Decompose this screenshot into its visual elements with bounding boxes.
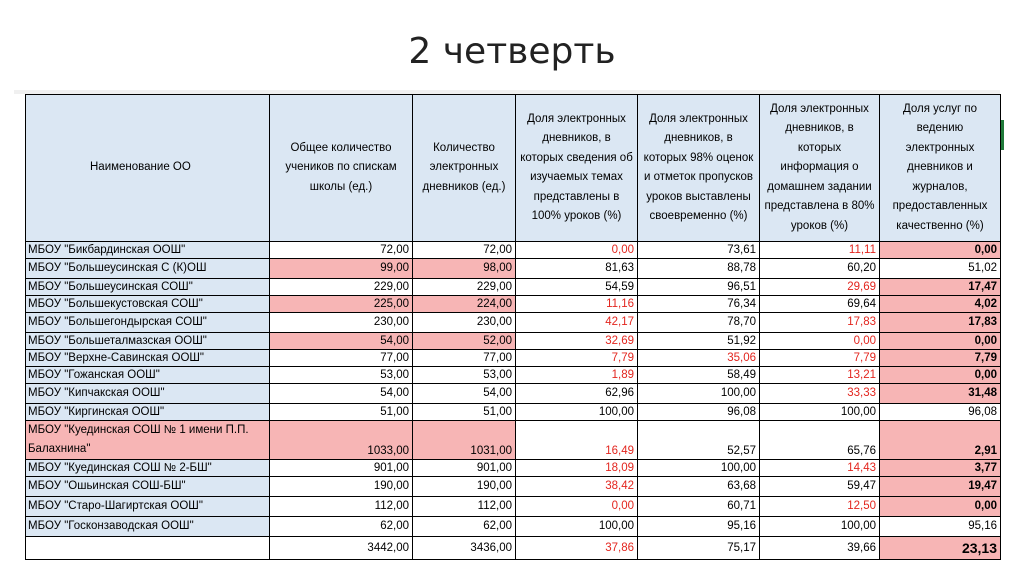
diaries-cell: 229,00 [413,279,516,296]
homework-cell: 12,50 [760,497,880,517]
table-row [26,259,1001,279]
quality-cell: 96,08 [880,404,1001,421]
total-quality-cell: 23,13 [880,537,1001,560]
quality-cell: 3,77 [880,460,1001,477]
students-cell: 229,00 [270,279,413,296]
header-diaries-count: Количество электронных дневников (ед.) [413,95,516,242]
students-cell: 53,00 [270,367,413,384]
slide-title: 2 четверть [408,31,616,72]
table-row [26,313,1001,333]
homework-cell: 14,43 [760,460,880,477]
homework-cell: 60,20 [760,259,880,279]
students-cell: 54,00 [270,333,413,350]
topics-cell: 100,00 [516,517,638,537]
quality-cell: 17,47 [880,279,1001,296]
students-cell: 77,00 [270,350,413,367]
table-row [26,367,1001,384]
students-cell: 1033,00 [270,421,413,460]
topics-cell: 38,42 [516,477,638,497]
table-row [26,421,1001,460]
topics-cell: 16,49 [516,421,638,460]
org-name-cell: МБОУ "Большекустовская СОШ" [26,296,270,313]
topics-cell: 32,69 [516,333,638,350]
header-homework-share: Доля электронных дневников, в которых информация о домашнем задании представлена в 80% уроков (%) [760,95,880,242]
homework-cell: 11,11 [760,242,880,259]
table-total-row [26,537,1001,560]
header-org-name: Наименование ОО [26,95,270,242]
header-quality-share: Доля услуг по ведению электронных дневников и журналов, предоставленных качественно (%) [880,95,1001,242]
diaries-cell: 52,00 [413,333,516,350]
diaries-cell: 224,00 [413,296,516,313]
homework-cell: 13,21 [760,367,880,384]
homework-cell: 33,33 [760,384,880,404]
table-row [26,460,1001,477]
topics-cell: 0,00 [516,497,638,517]
homework-cell: 17,83 [760,313,880,333]
table-row [26,404,1001,421]
quality-cell: 0,00 [880,497,1001,517]
org-name-cell: МБОУ "Киргинская ООШ" [26,404,270,421]
students-cell: 72,00 [270,242,413,259]
grades-cell: 96,08 [638,404,760,421]
table-row [26,517,1001,537]
students-cell: 51,00 [270,404,413,421]
org-name-cell: МБОУ "Госконзаводская ООШ" [26,517,270,537]
grades-cell: 63,68 [638,477,760,497]
org-name-cell: МБОУ "Большеусинская С (К)ОШ [26,259,270,279]
students-cell: 99,00 [270,259,413,279]
homework-cell: 7,79 [760,350,880,367]
table-row [26,333,1001,350]
students-cell: 54,00 [270,384,413,404]
grades-cell: 73,61 [638,242,760,259]
quality-cell: 0,00 [880,333,1001,350]
report-table-container [25,94,1000,560]
students-cell: 190,00 [270,477,413,497]
header-grades-share: Доля электронных дневников, в которых 98% оценок и отметок пропусков уроков выставлены своевременно (%) [638,95,760,242]
grades-cell: 100,00 [638,384,760,404]
org-name-cell: МБОУ "Бикбардинская ООШ" [26,242,270,259]
total-students-cell: 3442,00 [270,537,413,560]
table-row [26,384,1001,404]
topics-cell: 0,00 [516,242,638,259]
quality-cell: 7,79 [880,350,1001,367]
students-cell: 901,00 [270,460,413,477]
homework-cell: 100,00 [760,404,880,421]
total-label-cell [26,537,270,560]
homework-cell: 65,76 [760,421,880,460]
grades-cell: 100,00 [638,460,760,477]
homework-cell: 69,64 [760,296,880,313]
header-students-total: Общее количество учеников по спискам школы (ед.) [270,95,413,242]
quality-cell: 17,83 [880,313,1001,333]
total-homework-cell: 39,66 [760,537,880,560]
total-topics-cell: 37,86 [516,537,638,560]
table-row [26,279,1001,296]
grades-cell: 76,34 [638,296,760,313]
org-name-cell: МБОУ "Гожанская ООШ" [26,367,270,384]
org-name-cell: МБОУ "Большеталмазская ООШ" [26,333,270,350]
students-cell: 225,00 [270,296,413,313]
students-cell: 112,00 [270,497,413,517]
topics-cell: 42,17 [516,313,638,333]
diaries-cell: 77,00 [413,350,516,367]
quality-cell: 4,02 [880,296,1001,313]
diaries-cell: 1031,00 [413,421,516,460]
homework-cell: 0,00 [760,333,880,350]
header-topics-share: Доля электронных дневников, в которых сведения об изучаемых темах представлены в 100% уроков (%) [516,95,638,242]
quality-cell: 19,47 [880,477,1001,497]
grades-cell: 52,57 [638,421,760,460]
topics-cell: 100,00 [516,404,638,421]
org-name-cell: МБОУ "Куединская СОШ № 2-БШ" [26,460,270,477]
table-header-row [26,95,1001,242]
quality-cell: 0,00 [880,242,1001,259]
homework-cell: 29,69 [760,279,880,296]
diaries-cell: 54,00 [413,384,516,404]
grades-cell: 58,49 [638,367,760,384]
org-name-cell: МБОУ "Куединская СОШ № 1 имени П.П. Балахнина" [26,421,270,460]
quality-cell: 95,16 [880,517,1001,537]
quality-cell: 0,00 [880,367,1001,384]
topics-cell: 7,79 [516,350,638,367]
grades-cell: 88,78 [638,259,760,279]
topics-cell: 1,89 [516,367,638,384]
grades-cell: 35,06 [638,350,760,367]
table-row [26,242,1001,259]
topics-cell: 18,09 [516,460,638,477]
diaries-cell: 190,00 [413,477,516,497]
homework-cell: 59,47 [760,477,880,497]
quality-cell: 51,02 [880,259,1001,279]
grades-cell: 60,71 [638,497,760,517]
diaries-cell: 112,00 [413,497,516,517]
grades-cell: 96,51 [638,279,760,296]
homework-cell: 100,00 [760,517,880,537]
org-name-cell: МБОУ "Большегондырская СОШ" [26,313,270,333]
students-cell: 62,00 [270,517,413,537]
total-diaries-cell: 3436,00 [413,537,516,560]
topics-cell: 62,96 [516,384,638,404]
grades-cell: 95,16 [638,517,760,537]
quality-cell: 2,91 [880,421,1001,460]
diaries-cell: 98,00 [413,259,516,279]
total-grades-cell: 75,17 [638,537,760,560]
diaries-cell: 62,00 [413,517,516,537]
table-row [26,296,1001,313]
students-cell: 230,00 [270,313,413,333]
diaries-cell: 51,00 [413,404,516,421]
table-row [26,497,1001,517]
report-table [25,94,1001,560]
diaries-cell: 72,00 [413,242,516,259]
org-name-cell: МБОУ "Старо-Шагиртская ООШ" [26,497,270,517]
org-name-cell: МБОУ "Верхне-Савинская ООШ" [26,350,270,367]
org-name-cell: МБОУ "Большеусинская СОШ" [26,279,270,296]
diaries-cell: 230,00 [413,313,516,333]
diaries-cell: 53,00 [413,367,516,384]
topics-cell: 54,59 [516,279,638,296]
org-name-cell: МБОУ "Ошьинская СОШ-БШ" [26,477,270,497]
grades-cell: 51,92 [638,333,760,350]
table-row [26,350,1001,367]
table-row [26,477,1001,497]
topics-cell: 11,16 [516,296,638,313]
diaries-cell: 901,00 [413,460,516,477]
topics-cell: 81,63 [516,259,638,279]
grades-cell: 78,70 [638,313,760,333]
quality-cell: 31,48 [880,384,1001,404]
org-name-cell: МБОУ "Кипчакская ООШ" [26,384,270,404]
